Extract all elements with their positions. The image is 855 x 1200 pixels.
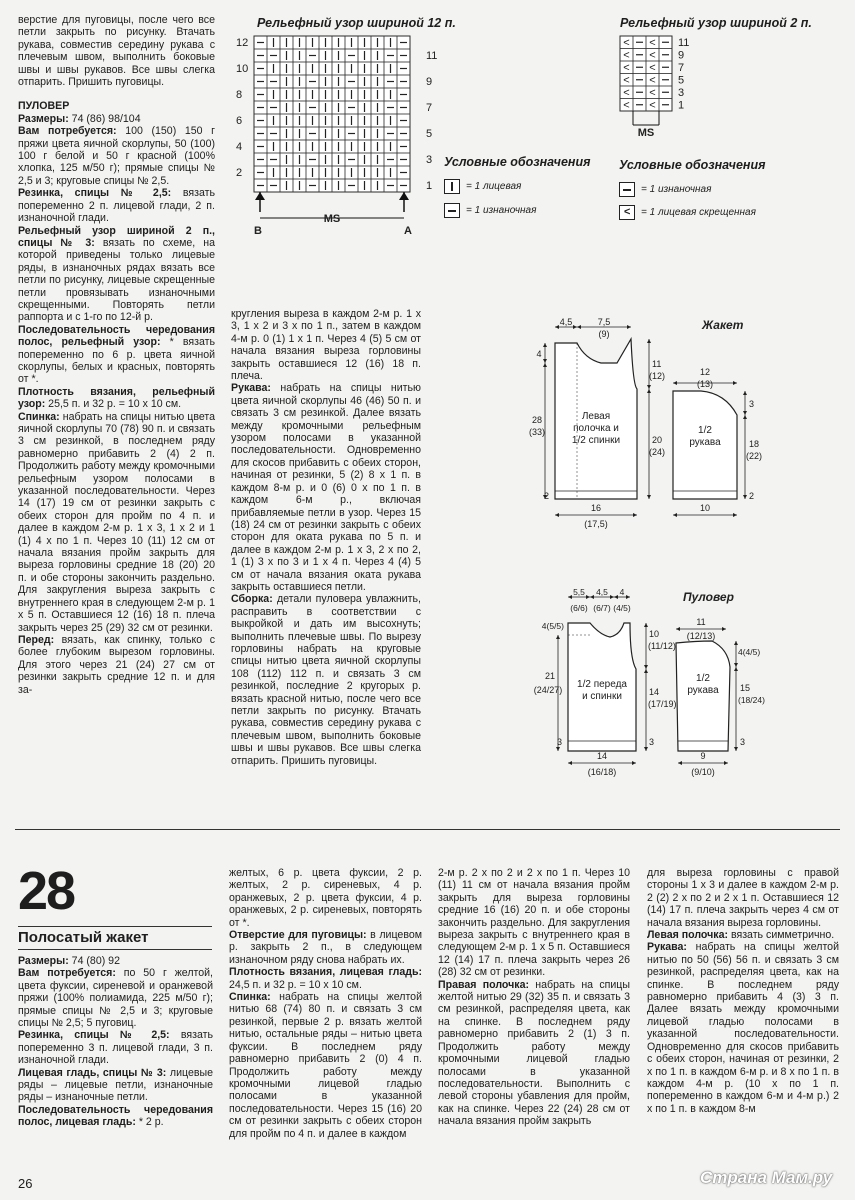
dim-arrow-icon (627, 325, 631, 329)
col3-bottom (438, 867, 630, 1128)
row-number: 7 (678, 62, 685, 74)
paragraph (438, 979, 630, 1128)
crossed-mark: < (623, 87, 630, 99)
paragraph (229, 867, 422, 929)
dim-arrow-icon (626, 595, 630, 599)
paragraph (18, 1104, 213, 1129)
paragraph-heading: ПУЛОВЕР (18, 100, 70, 113)
dim-arrow-icon (644, 665, 648, 669)
dim-arrow-icon (722, 627, 726, 631)
row-number: 5 (678, 74, 685, 87)
row-number: 6 (236, 115, 243, 127)
paragraph-text: для выреза горловины с правой стороны 1 х 3 и далее в каждом 2-м р. 2 (2) 2 х по 2 и 2 х 1 п. Оставшиеся 12 (14) 17 п. плеча закрыть через 4 см от начала вязания выреза горловины. (647, 867, 839, 929)
paragraph (18, 411, 215, 634)
paragraph (229, 966, 422, 991)
diagram-title: Пуловер (683, 590, 734, 604)
dim-label: 3 (649, 737, 655, 747)
front-label: полочка и (573, 423, 619, 434)
dim-label: 3 (749, 399, 755, 409)
dim-arrow-icon (647, 339, 651, 343)
dim-label: (17/19) (648, 699, 677, 709)
paragraph-heading: Резинка, спицы № 2,5: (18, 1029, 170, 1042)
sleeve-label: рукава (687, 685, 719, 696)
dim-arrow-icon (678, 761, 682, 765)
chart12-title: Рельефный узор шириной 12 п. (257, 16, 456, 30)
arrow-b-head-icon (255, 192, 265, 200)
row-number: 4 (236, 141, 243, 153)
dim-label: 11 (696, 617, 706, 627)
dim-arrow-icon (673, 381, 677, 385)
row-number: 8 (236, 89, 243, 101)
dim-arrow-icon (556, 747, 560, 751)
crossed-mark: < (623, 37, 630, 49)
paragraph (231, 593, 421, 767)
dim-label: 18 (749, 439, 760, 449)
paragraph (18, 125, 215, 187)
row-number: 12 (236, 37, 249, 49)
dim-label: 3 (556, 737, 562, 747)
section-number: 28 (18, 861, 75, 921)
arrow-a-head-icon (399, 192, 409, 200)
paragraph-text: желтых, 6 р. цвета фуксии, 2 р. желтых, 2 р. сиреневых, 4 р. оранжевых, 2 р. цвета фуксии, 4 р. оранжевых, 2 р. сиреневых, повторять от *. (229, 867, 422, 929)
crossed-mark: < (649, 62, 656, 74)
paragraph-text: 100 (150) 150 г пряжи цвета яичной скорлупы, 50 (100) 100 г белой и 50 г красной (100% хлопка, 125 м/50 г); прямые спицы № 2,5 и 3; круговые спицы № 2,5. (18, 125, 215, 187)
paragraph-heading: Последовательность чередования полос, рельефный узор: (18, 323, 215, 349)
label-ms: MS (637, 127, 655, 139)
paragraph (18, 955, 213, 967)
paragraph (18, 14, 215, 88)
purl-symbol-icon (619, 182, 635, 197)
dim-arrow-icon (734, 747, 738, 751)
crossed-mark: < (623, 62, 630, 74)
paragraph-text: лицевые ряды – лицевые петли, изнаночные ряды – изнаночные петли. (18, 1066, 213, 1104)
paragraph (229, 991, 422, 1140)
row-number: 1 (678, 99, 685, 112)
paragraph (18, 100, 215, 112)
paragraph-text: 74 (86) 98/104 (68, 112, 141, 125)
paragraph-text: вязать симметрично. (728, 929, 835, 942)
chart12-grid (232, 30, 447, 240)
dim-arrow-icon (633, 513, 637, 517)
sleeve-label: 1/2 (696, 673, 710, 684)
paragraph-text: вязать попеременно 2 п. лицевой глади, 2 п. изнаночной глади. (18, 187, 216, 225)
paragraph (231, 308, 421, 382)
dim-arrow-icon (743, 411, 747, 415)
dim-label: 15 (740, 683, 751, 693)
dim-label: 12 (699, 367, 711, 377)
crossed-mark: < (649, 37, 656, 49)
paragraph-text: набрать на спицы желтой нитью 68 (74) 80 п. и связать 3 см резинкой, первые 2 р. вязать желтой нитью, остальные ряды – нитью цвета фуксии. В последнем ряду равномерно прибавить 2 (0) 4 п. Продолжить работу между кромочными лицевой гладью полосами в указанной последовательности. Через 15 (16) 20 см от резинки закрыть с обеих сторон для пройм по 4 п. и далее в каждом (229, 991, 422, 1140)
row-number: 3 (426, 154, 433, 166)
dim-arrow-icon (577, 325, 581, 329)
paragraph-text: в лицевом р. закрыть 2 п., в следующем изнаночном ряду снова набрать их. (229, 929, 422, 966)
dim-arrow-icon (743, 391, 747, 395)
paragraph (18, 113, 215, 125)
dim-arrow-icon (644, 669, 648, 673)
crossed-mark: < (649, 74, 656, 87)
dim-label: 10 (699, 503, 711, 513)
paragraph-text: 2-м р. 2 х по 2 и 2 х по 1 п. Через 10 (11) 11 см от начала вязания пройм закрыть для выреза горловины средние 16 (16) 20 п. и обе стороны закончить раздельно. Для закругления выреза закрыть с внутреннего края в следующем 2-м р. 1 х 5 п. Оставшиеся 12 (14) 17 п. плеча закрыть через 26 (28) 32 см от резинки. (438, 867, 630, 979)
dim-arrow-icon (733, 513, 737, 517)
col1-top (18, 14, 215, 696)
paragraph (18, 187, 215, 224)
dim-label: (12) (649, 371, 666, 381)
legend-purl: = 1 изнаночная (444, 203, 536, 218)
paragraph (647, 941, 839, 1115)
paragraph (647, 929, 839, 941)
row-number: 3 (678, 87, 685, 99)
paragraph-text: вязать, как спинку, только с более глубоким вырезом горловины. Для этого через 21 (24) 27 см от резинки закрыть средние 12 п. и для за- (18, 633, 215, 696)
crossed-mark: < (623, 74, 630, 87)
paragraph-text: набрать на спицы нитью цвета яичной скорлупы 46 (46) 50 п. и связать 3 см резинкой. Далее вязать между кромочными рельефным узором полосами в указанной последовательности. Одновременно для скосов прибавить с обеих сторон, начиная от резинки, 5 (2) 8 х 1 п. в каждом 8-м р. и 0 (6) 0 х по 1 п. в каждом 6-м р., включая прибавляемые петли в узор. Через 15 (18) 24 см от резинки закрыть с обеих сторон для оката рукава по 5 п. и далее в каждом 2-м р. 1 х 3, 2 х по 2, 1 (1) 3 х по 3 и 1 х 4 п. Через 4 (4) 5 см от начала вязания оката рукава закрыть оставшиеся петли. (231, 382, 421, 593)
dim-label: (6/6) (570, 603, 588, 613)
dim-arrow-icon (673, 513, 677, 517)
dim-label: 16 (590, 503, 602, 513)
paragraph (18, 967, 213, 1029)
paragraph-heading: Лицевая гладь, спицы № 3: (18, 1066, 167, 1079)
dim-label: 20 (652, 435, 663, 445)
paragraph-text: набрать на спицы нитью цвета яичной скорлупы 70 (78) 90 п. и связать 3 см резинкой, в последнем ряду равномерно прибавить 2 (4) 2 п. Продолжить работу между кромочными рельефным узором полосами в указанной последовательности. Через 14 (17) 19 см от резинки закрыть с обеих сторон для пройм по 4 п. и далее в каждом 2-м р. 1 х 3, 1 х 2 и 1 (1) 4 х по 1 п. Через 10 (11) 12 см от начала вязания пройм закрыть для выреза горловины средние 18 (20) 20 п. и обе стороны закончить раздельно. Для закругления выреза закрыть с внутреннего края в следующем 2-м р. 1 х 5 п. Оставшиеся 12 (16) 18 п. плеча закрыть через 25 (29) 32 см от резинки. (18, 410, 215, 634)
col1-bottom (18, 955, 213, 1129)
front-label: и спинки (582, 691, 622, 702)
paragraph-heading: Вам потребуется: (18, 967, 116, 980)
dim-arrow-icon (734, 641, 738, 645)
jacket-schematic (525, 315, 775, 530)
dim-arrow-icon (556, 635, 560, 639)
front-label: Левая (581, 411, 611, 422)
dim-arrow-icon (676, 627, 680, 631)
dim-arrow-icon (644, 747, 648, 751)
dim-arrow-icon (733, 381, 737, 385)
dim-label: (33) (528, 427, 546, 437)
dim-label: (11/12) (648, 641, 676, 651)
row-number: 1 (426, 180, 433, 192)
dim-label: (6/7) (593, 603, 611, 613)
paragraph-heading: Рукава: (647, 941, 687, 954)
paragraph-text: * 2 р. (135, 1116, 164, 1129)
paragraph (18, 225, 215, 324)
paragraph-heading: Последовательность чередования полос, лицевая гладь: (18, 1103, 213, 1129)
paragraph-heading: Плотность вязания, рельефный узор: (18, 385, 215, 411)
crossed-mark: < (623, 99, 630, 112)
label-a: A (404, 225, 412, 237)
paragraph-text: по 50 г желтой, цвета фуксии, сиреневой и оранжевой пряжи (100% полиамида, 225 м/50 г); прямые спицы № 2,5 и 3; круговые спицы № 2,5; 5 пуговиц. (18, 967, 214, 1030)
row-number: 11 (678, 37, 690, 49)
dim-arrow-icon (743, 495, 747, 499)
row-number: 10 (236, 63, 249, 75)
paragraph-heading: Отверстие для пуговицы: (229, 929, 367, 942)
paragraph (18, 1029, 213, 1066)
dim-label: 21 (544, 671, 556, 681)
paragraph-text: 74 (80) 92 (68, 955, 120, 967)
paragraph-heading: Рукава: (231, 382, 271, 395)
dim-arrow-icon (590, 595, 594, 599)
paragraph-text: детали пуловера увлажнить, расправить в соответствии с выкройкой и дать им высохнуть; выполнить плечевые швы. По вырезу горловины набрать на круговые спицы нитью цвета яичной скорлупы 108 (112) 112 п. и связать 3 см резинкой, последние 2 кругорых р. вязать красной нитью, после чего все петли закрыть по рисунку. Втачать рукава, совместив середину рукава с плечевым швом, выполнить боковые швы и швы рукавов. Все швы слегка отпарить. Пришить пуговицы. (231, 593, 421, 767)
paragraph-heading: Размеры: (18, 955, 69, 967)
dim-label: 4 (619, 587, 625, 597)
dim-label: (13) (696, 379, 714, 389)
dim-label: 2 (749, 491, 755, 501)
dim-arrow-icon (586, 595, 590, 599)
paragraph-heading: Рельефный узор шириной 2 п., спицы № 3: (18, 224, 215, 249)
dim-arrow-icon (543, 359, 547, 363)
dim-label: 3 (740, 737, 746, 747)
row-number: 5 (426, 128, 433, 140)
col4-bottom (647, 867, 839, 1115)
crossed-mark: < (623, 49, 630, 62)
paragraph-text: набрать на спицы желтой нитью по 50 (56) 56 п. и связать 3 см резинкой, распределяя цвета, как на спинке. В последнем ряду равномерно прибавить 4 (3) 3 п. Далее вязать между кромочными лицевой гладью полосами в указанной последовательности. Одновременно для скосов прибавить с обеих сторон, начиная от резинки, 2 х по 1 п. в каждом 6-м р. и 8 х по 1 п. в каждом 4-м р. (10 х по 1 п. попеременно в каждом 6-м и 4-м р.) 2 х по 1 п. в каждом 8-м (647, 941, 839, 1115)
section-title: Полосатый жакет (18, 929, 149, 946)
paragraph-heading: Размеры: (18, 112, 69, 125)
dim-arrow-icon (568, 595, 572, 599)
dim-arrow-icon (644, 623, 648, 627)
dim-arrow-icon (610, 595, 614, 599)
dim-label: 4 (536, 349, 542, 359)
sleeve-label: рукава (689, 437, 721, 448)
row-number: 2 (236, 167, 243, 179)
paragraph-text: кругления выреза в каждом 2-м р. 1 х 3, 1 х 2 и 3 х по 1 п., затем в каждом 4-м р. 0 (1) 1 х 1 п. Через 4 (5) 5 см от начала вязания выреза горловины закрыть оставшиеся 12 (16) 18 п. плеча. (231, 308, 421, 383)
dim-arrow-icon (543, 343, 547, 347)
paragraph-heading: Спинка: (229, 991, 271, 1004)
legend-left-title: Условные обозначения (444, 155, 591, 169)
title-rule (18, 926, 212, 927)
dim-label: 7,5 (597, 317, 611, 327)
crossed-mark: < (649, 87, 656, 99)
paragraph-heading: Вам потребуется: (18, 125, 117, 138)
crossed-knit-icon: < (619, 205, 635, 220)
paragraph-text: 25,5 п. и 32 р. = 10 х 10 см. (45, 398, 182, 411)
crossed-mark: < (649, 49, 656, 62)
dim-label: (22) (746, 451, 763, 461)
dim-label: 4(5/5) (541, 621, 564, 631)
dim-arrow-icon (647, 389, 651, 393)
dim-label: 2 (543, 491, 549, 501)
paragraph-text: вязать попеременно 3 п. лицевой глади, 3 п. изнаночной глади. (18, 1029, 214, 1067)
dim-arrow-icon (568, 761, 572, 765)
dim-label: (4/5) (613, 603, 631, 613)
label-ms: MS (323, 213, 341, 225)
chart2-title: Рельефный узор шириной 2 п. (620, 16, 812, 30)
paragraph-text: * вязать попеременно по 6 р. цвета яичной скорлупы, белых и красных, повторять от *. (18, 336, 215, 386)
dim-arrow-icon (647, 385, 651, 389)
dim-label: (17,5) (584, 519, 608, 529)
page-number: 26 (18, 1176, 33, 1191)
dim-arrow-icon (632, 761, 636, 765)
row-number: 9 (426, 76, 433, 88)
dim-label: 4,5 (596, 587, 608, 597)
legend-right-title: Условные обозначения (619, 158, 766, 172)
front-label: 1/2 переда (577, 679, 627, 690)
row-number: 7 (426, 102, 433, 114)
paragraph (229, 929, 422, 966)
sleeve-label: 1/2 (698, 425, 712, 436)
dim-arrow-icon (647, 495, 651, 499)
dim-label: 11 (652, 359, 662, 369)
paragraph (18, 1067, 213, 1104)
dim-arrow-icon (555, 513, 559, 517)
dim-label: 5,5 (573, 587, 585, 597)
dim-label: (18/24) (738, 695, 765, 705)
paragraph-text: верстие для пуговицы, после чего все петли закрыть по рисунку. Втачать рукава, совместив середину рукава с плечевым швом, выполнить боковые швы и швы рукавов. Все швы слегка отпарить. Пришить пуговицы. (18, 14, 215, 89)
knit-symbol-icon (444, 179, 460, 194)
paragraph-heading: Перед: (18, 633, 55, 646)
dim-label: 10 (649, 629, 660, 639)
paragraph (18, 386, 215, 411)
dim-arrow-icon (573, 325, 577, 329)
front-label: 1/2 спинки (571, 435, 621, 446)
dim-label: (9/10) (691, 767, 715, 777)
dim-label: 4(4/5) (738, 647, 761, 657)
dim-arrow-icon (734, 667, 738, 671)
paragraph (231, 382, 421, 593)
dim-label: 4,5 (559, 317, 573, 327)
dim-label: (12/13) (686, 631, 716, 641)
paragraph-heading: Резинка, спицы № 2,5: (18, 187, 172, 200)
col2-bottom (229, 867, 422, 1140)
paragraph-heading: Спинка: (18, 410, 60, 423)
dim-label: (24/27) (533, 685, 563, 695)
paragraph-heading: Сборка: (231, 593, 273, 606)
title-rule-bottom (18, 949, 212, 950)
purl-symbol-icon (444, 203, 460, 218)
dim-label: (9) (598, 329, 610, 339)
dim-label: 9 (700, 751, 706, 761)
col2-top (231, 308, 421, 767)
paragraph (18, 324, 215, 386)
paragraph-heading: Плотность вязания, лицевая гладь: (229, 966, 422, 979)
pullover-schematic (528, 585, 778, 780)
legend-knit: = 1 лицевая (444, 179, 521, 194)
row-number: 9 (678, 49, 685, 62)
dim-arrow-icon (555, 325, 559, 329)
row-number: 11 (426, 50, 438, 62)
paragraph-heading: Правая полочка: (438, 978, 529, 991)
paragraph (647, 867, 839, 929)
paragraph (438, 867, 630, 979)
dim-label: (16/18) (587, 767, 617, 777)
watermark: Страна Мам.ру (700, 1168, 833, 1187)
sleeve-outline (676, 641, 730, 751)
dim-arrow-icon (724, 761, 728, 765)
chart2-grid (612, 30, 702, 142)
dim-arrow-icon (743, 415, 747, 419)
dim-label: 14 (596, 751, 608, 761)
paragraph (18, 634, 215, 696)
paragraph-text: набрать на спицы желтой нитью 29 (32) 35 п. и связать 3 см резинкой, распределяя цвета, как на спинке. В последнем ряду равномерно прибавить 2 (1) 3 п. Продолжить работу между кромочными лицевой гладью полосами в указанной последовательности. Выполнить с левой стороны убавления для пройм, как на спинке. Через 22 (24) 28 см от начала вязания пройм закрыть (438, 978, 630, 1128)
legend-cross: < = 1 лицевая скрещенная (619, 205, 756, 220)
dim-label: 14 (649, 687, 660, 697)
diagram-title: Жакет (702, 318, 744, 332)
paragraph-text: вязать по схеме, на которой приведены только лицевые ряды, в изнаночных рядах вязать все петли по рисунку, лицевые скрещенные петли провязывать изнаночными скрещенными. Повторять петли раппорта и с 1-го по 12-й р. (18, 236, 216, 324)
paragraph-text: 24,5 п. и 32 р. = 10 х 10 см. (229, 978, 362, 991)
section-divider (15, 829, 840, 830)
paragraph-heading: Левая полочка: (647, 929, 728, 942)
dim-label: 28 (531, 415, 543, 425)
dim-label: (24) (649, 447, 666, 457)
dim-arrow-icon (543, 363, 547, 367)
legend-purl-right: = 1 изнаночная (619, 182, 711, 197)
dim-arrow-icon (734, 663, 738, 667)
label-b: B (254, 225, 262, 237)
crossed-mark: < (649, 99, 656, 112)
dim-arrow-icon (614, 595, 618, 599)
